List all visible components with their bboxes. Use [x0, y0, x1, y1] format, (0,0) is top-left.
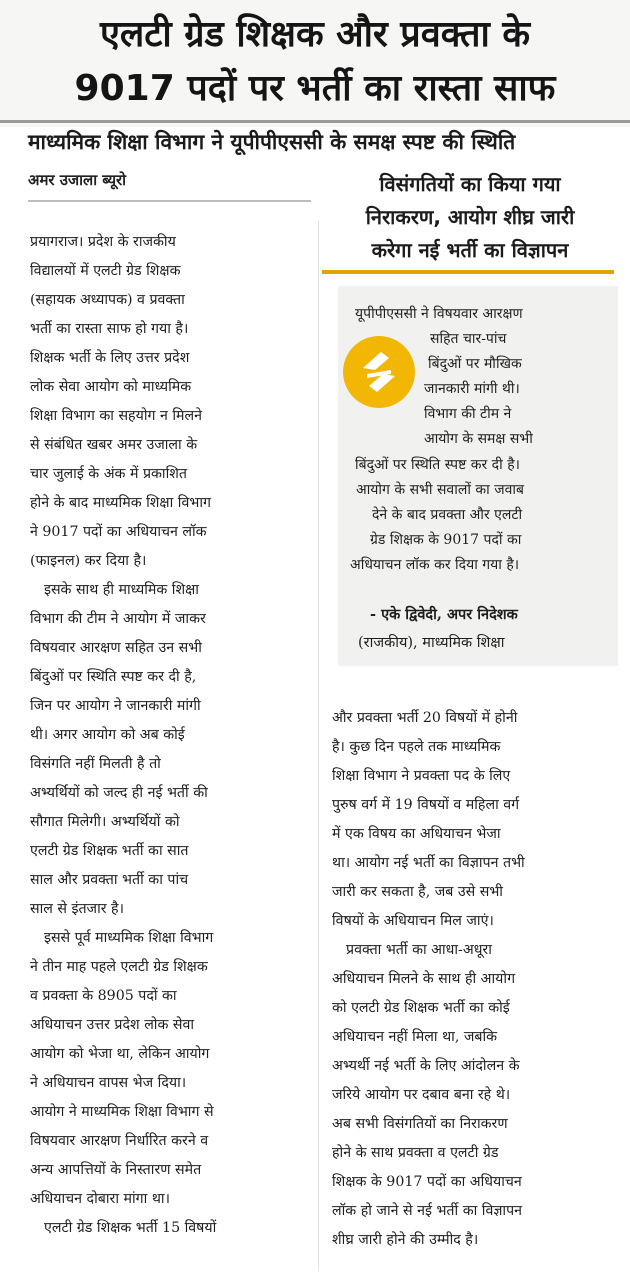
quote-attribution: - एके द्विवेदी, अपर निदेशक [370, 606, 518, 623]
column-divider [318, 220, 319, 1270]
side-headline [320, 168, 620, 267]
article-line: था। आयोग नई भर्ती का विज्ञापन तभी [332, 855, 525, 871]
article-line: विषयवार आरक्षण सहित उन सभी [30, 640, 202, 656]
article-line: जरिये आयोग पर दबाव बना रहे थे। [332, 1087, 511, 1103]
article-line: लॉक हो जाने से नई भर्ती का विज्ञापन [332, 1203, 523, 1219]
article-line: होने के बाद माध्यमिक शिक्षा विभाग [30, 495, 211, 511]
article-line: व प्रवक्ता के 8905 पदों का [30, 988, 177, 1004]
article-line: सौगात मिलेगी। अभ्यर्थियों को [30, 814, 180, 830]
article-line: अधियाचन मिलने के साथ ही आयोग [332, 971, 516, 987]
side-headline-line: करेगा नई भर्ती का विज्ञापन [371, 238, 569, 262]
article-line: साल से इंतजार है। [30, 901, 124, 917]
side-headline-rule [322, 270, 614, 274]
article-line: साल और प्रवक्ता भर्ती का पांच [30, 872, 189, 888]
quote-line: देने के बाद प्रवक्ता और एलटी [372, 507, 523, 523]
amar-ujala-logo-icon [341, 334, 417, 410]
article-line: जारी कर सकता है, जब उसे सभी [332, 884, 503, 900]
article-line: इसके साथ ही माध्यमिक शिक्षा [44, 582, 199, 598]
subheadline: माध्यमिक शिक्षा विभाग ने यूपीपीएससी के समक्ष स्पष्ट की स्थिति [28, 130, 516, 154]
article-line: होने के साथ प्रवक्ता व एलटी ग्रेड [332, 1145, 499, 1161]
article-line: ने 9017 पदों का अधियाचन लॉक [30, 524, 207, 540]
side-headline-line: विसंगतियों का किया गया [379, 172, 561, 196]
article-line: प्रवक्ता भर्ती का आधा-अधूरा [346, 942, 492, 958]
article-line: एलटी ग्रेड शिक्षक भर्ती 15 विषयों [44, 1220, 217, 1236]
byline-divider [28, 200, 311, 202]
quote-line: सहित चार-पांच [430, 331, 507, 347]
article-line: से संबंधित खबर अमर उजाला के [30, 437, 198, 453]
article-line: शिक्षक के 9017 पदों का अधियाचन [332, 1174, 522, 1190]
article-line: शिक्षा विभाग ने प्रवक्ता पद के लिए [332, 768, 511, 784]
article-line: अधियाचन दोबारा मांगा था। [30, 1191, 170, 1207]
article-line: को एलटी ग्रेड शिक्षक भर्ती का कोई [332, 1000, 510, 1016]
quote-attribution-detail: (राजकीय), माध्यमिक शिक्षा [358, 635, 505, 651]
article-line: प्रयागराज। प्रदेश के राजकीय [30, 234, 176, 250]
article-line: और प्रवक्ता भर्ती 20 विषयों में होनी [332, 710, 518, 726]
quote-line: बिंदुओं पर मौखिक [428, 356, 522, 372]
headline-banner [0, 0, 630, 127]
article-line: (फाइनल) कर दिया है। [30, 553, 147, 569]
article-line: विद्यालयों में एलटी ग्रेड शिक्षक [30, 263, 181, 279]
article-line: इससे पूर्व माध्यमिक शिक्षा विभाग [44, 930, 214, 946]
article-line: लोक सेवा आयोग को माध्यमिक [30, 379, 192, 395]
article-line: विषयवार आरक्षण निर्धारित करने व [30, 1133, 209, 1149]
article-line: ने अधियाचन वापस भेज दिया। [30, 1075, 187, 1091]
article-line: शीघ्र जारी होने की उम्मीद है। [332, 1232, 479, 1248]
article-line: एलटी ग्रेड शिक्षक भर्ती का सात [30, 843, 189, 859]
article-line: अब सभी विसंगतियों का निराकरण [332, 1116, 508, 1132]
article-line: चार जुलाई के अंक में प्रकाशित [30, 466, 187, 482]
article-line: में एक विषय का अधियाचन भेजा [332, 826, 501, 842]
quote-line: ग्रेड शिक्षक के 9017 पदों का [370, 532, 522, 548]
quote-line: जानकारी मांगी थी। [424, 381, 520, 397]
article-line: शिक्षक भर्ती के लिए उत्तर प्रदेश [30, 350, 190, 366]
article-line: अन्य आपत्तियों के निस्तारण समेत [30, 1162, 202, 1178]
article-line: ने तीन माह पहले एलटी ग्रेड शिक्षक [30, 959, 208, 975]
article-line: विभाग की टीम ने आयोग में जाकर [30, 611, 206, 627]
quote-line: आयोग के समक्ष सभी [424, 431, 533, 447]
article-line: पुरुष वर्ग में 19 विषयों व महिला वर्ग [332, 797, 520, 813]
headline-line-2: 9017 पदों पर भर्ती का रास्ता साफ [74, 68, 556, 109]
article-line: शिक्षा विभाग का सहयोग न मिलने [30, 408, 203, 424]
headline-rule [0, 120, 630, 123]
quote-line: आयोग के सभी सवालों का जवाब [356, 482, 525, 498]
article-line: बिंदुओं पर स्थिति स्पष्ट कर दी है, [30, 669, 197, 685]
article-line: विषयों के अधियाचन मिल जाएं। [332, 913, 494, 929]
article-line: भर्ती का रास्ता साफ हो गया है। [30, 321, 189, 337]
article-line: (सहायक अध्यापक) व प्रवक्ता [30, 292, 185, 308]
article-line: है। कुछ दिन पहले तक माध्यमिक [332, 739, 501, 755]
side-headline-line: निराकरण, आयोग शीघ्र जारी [365, 205, 575, 229]
byline: अमर उजाला ब्यूरो [28, 171, 127, 189]
article-line: अधियाचन नहीं मिला था, जबकि [332, 1029, 498, 1045]
article-line: विसंगति नहीं मिलती है तो [30, 756, 161, 772]
quote-line: अधियाचन लॉक कर दिया गया है। [350, 557, 520, 573]
headline-line-1: एलटी ग्रेड शिक्षक और प्रवक्ता के [99, 14, 531, 55]
quote-line: यूपीपीएससी ने विषयवार आरक्षण [355, 306, 523, 322]
article-line: अधियाचन उत्तर प्रदेश लोक सेवा [30, 1017, 195, 1033]
article-line: आयोग ने माध्यमिक शिक्षा विभाग से [30, 1104, 214, 1120]
article-line: आयोग को भेजा था, लेकिन आयोग [30, 1046, 210, 1062]
article-line: अभ्यर्थियों को जल्द ही नई भर्ती की [30, 785, 208, 801]
quote-line: बिंदुओं पर स्थिति स्पष्ट कर दी है। [355, 457, 520, 473]
article-line: जिन पर आयोग ने जानकारी मांगी [30, 698, 201, 714]
article-line: अभ्यर्थी नई भर्ती के लिए आंदोलन के [332, 1058, 520, 1074]
article-line: थी। अगर आयोग को अब कोई [30, 727, 185, 743]
quote-line: विभाग की टीम ने [424, 406, 512, 422]
